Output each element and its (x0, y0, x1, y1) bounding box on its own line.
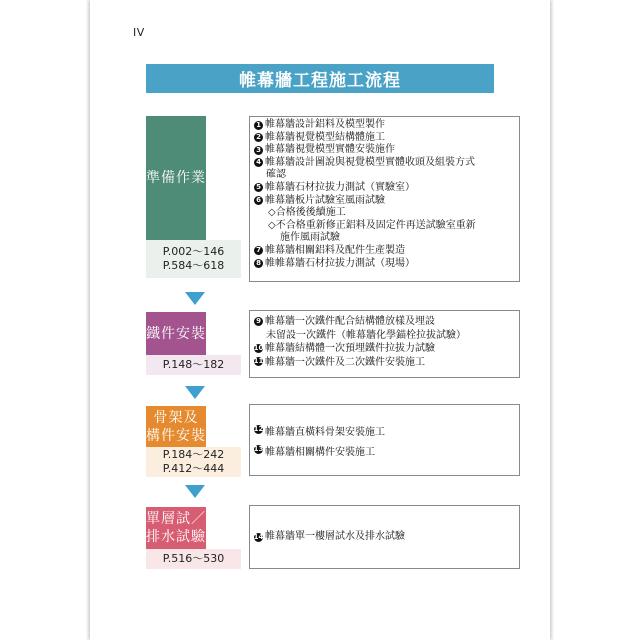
step-text: 帷幕牆設計鋁料及模型製作 (265, 119, 385, 130)
step-number: 2 (254, 133, 263, 142)
stage-pages-frame-install (146, 447, 241, 477)
step-number: 1 (254, 121, 263, 130)
chevron-down-icon (185, 485, 205, 498)
chevron-down-icon (185, 386, 205, 399)
step-text-continued: 未留設一次鐵件（帷幕牆化學錨栓拉拔試驗） (266, 329, 466, 341)
step-text: 帷帷幕牆石材拉拔力測試（現場） (265, 257, 415, 269)
step-number: 11 (253, 357, 264, 365)
step-number: 10 (253, 343, 264, 352)
step-text: 帷幕牆石材拉拔力測試（實驗室） (265, 181, 415, 193)
page-ref: P.584～618 (162, 259, 225, 272)
step-item (254, 443, 515, 463)
step-item (254, 144, 515, 157)
step-item (254, 195, 515, 208)
page-ref: P.412～444 (162, 462, 225, 475)
step-list-frame-install (249, 404, 520, 476)
page-ref: P.002～146 (162, 245, 225, 258)
stage-pages-steel-fitting (146, 355, 241, 375)
step-subitem: ◇合格後後續施工 (268, 207, 346, 219)
step-item (254, 119, 515, 132)
step-text: 帷幕牆相關構件安裝施工 (265, 447, 375, 458)
stage-label-line: 構件安裝 (146, 427, 206, 444)
step-text: 帷幕牆相關鋁料及配件生產製造 (265, 244, 405, 256)
step-item (254, 315, 515, 329)
stage-label-line: 骨架及 (153, 409, 199, 426)
stage-label-preparation (146, 116, 206, 240)
page-ref: P.184～242 (162, 448, 225, 461)
step-item (254, 356, 515, 370)
stage-label-steel-fitting (146, 312, 206, 355)
step-item (254, 531, 515, 544)
step-number: 12 (253, 424, 264, 433)
chevron-down-icon (185, 292, 205, 305)
stage-pages-water-test (146, 549, 241, 569)
step-text: 帷幕牆單一樓層試水及排水試驗 (265, 531, 405, 542)
stage-label-frame-install (146, 406, 206, 447)
step-number: 5 (254, 183, 263, 192)
stage-label-water-test (146, 507, 206, 549)
step-text: 帷幕牆一次鐵件配合結構體放樣及埋設 (265, 316, 435, 327)
step-number: 4 (254, 158, 263, 167)
step-item (254, 342, 515, 356)
step-text: 帷幕牆視覺模型結構體施工 (265, 131, 385, 143)
page-number: IV (133, 26, 145, 39)
step-list-water-test (249, 505, 520, 569)
step-number: 13 (253, 444, 264, 453)
step-item (254, 182, 515, 195)
step-list-steel-fitting (249, 310, 520, 378)
page-ref: P.516～530 (162, 552, 225, 565)
step-item (254, 245, 515, 258)
step-number: 8 (254, 259, 263, 268)
stage-label-line: 鐵件安裝 (146, 325, 206, 342)
step-number: 9 (254, 317, 263, 326)
step-number: 7 (254, 246, 263, 255)
step-text: 帷幕牆視覺模型實體安裝施作 (265, 144, 395, 156)
step-item (254, 132, 515, 145)
step-text: 帷幕牆一次鐵件及二次鐵件安裝施工 (265, 356, 425, 368)
stage-pages-preparation (146, 240, 241, 278)
stage-label-line: 單層試／ (146, 511, 206, 527)
step-number: 14 (253, 532, 264, 541)
step-item (254, 258, 515, 271)
step-item (254, 157, 515, 170)
step-number: 6 (254, 196, 263, 205)
step-text: 帷幕牆設計圖說與視覺模型實體收頭及組裝方式 (265, 156, 475, 168)
step-subitem-continued: 施作風雨試驗 (280, 232, 340, 244)
step-text-continued: 確認 (266, 169, 286, 181)
step-text: 帷幕牆板片試驗室風雨試驗 (265, 194, 385, 206)
step-list-preparation (249, 116, 520, 282)
step-text: 帷幕牆結構體一次預埋鐵件拉拔力試驗 (265, 343, 435, 354)
stage-label-line: 排水試驗 (146, 529, 206, 545)
step-text: 帷幕牆直橫料骨架安裝施工 (265, 427, 385, 438)
step-item (254, 423, 515, 443)
step-number: 3 (254, 146, 263, 155)
page-title: 帷幕牆工程施工流程 (146, 64, 494, 93)
step-subitem: ◇不合格重新修正鋁料及固定件再送試驗室重新 (268, 219, 476, 231)
page-ref: P.148～182 (162, 358, 225, 371)
stage-label-line: 準備作業 (146, 170, 206, 186)
